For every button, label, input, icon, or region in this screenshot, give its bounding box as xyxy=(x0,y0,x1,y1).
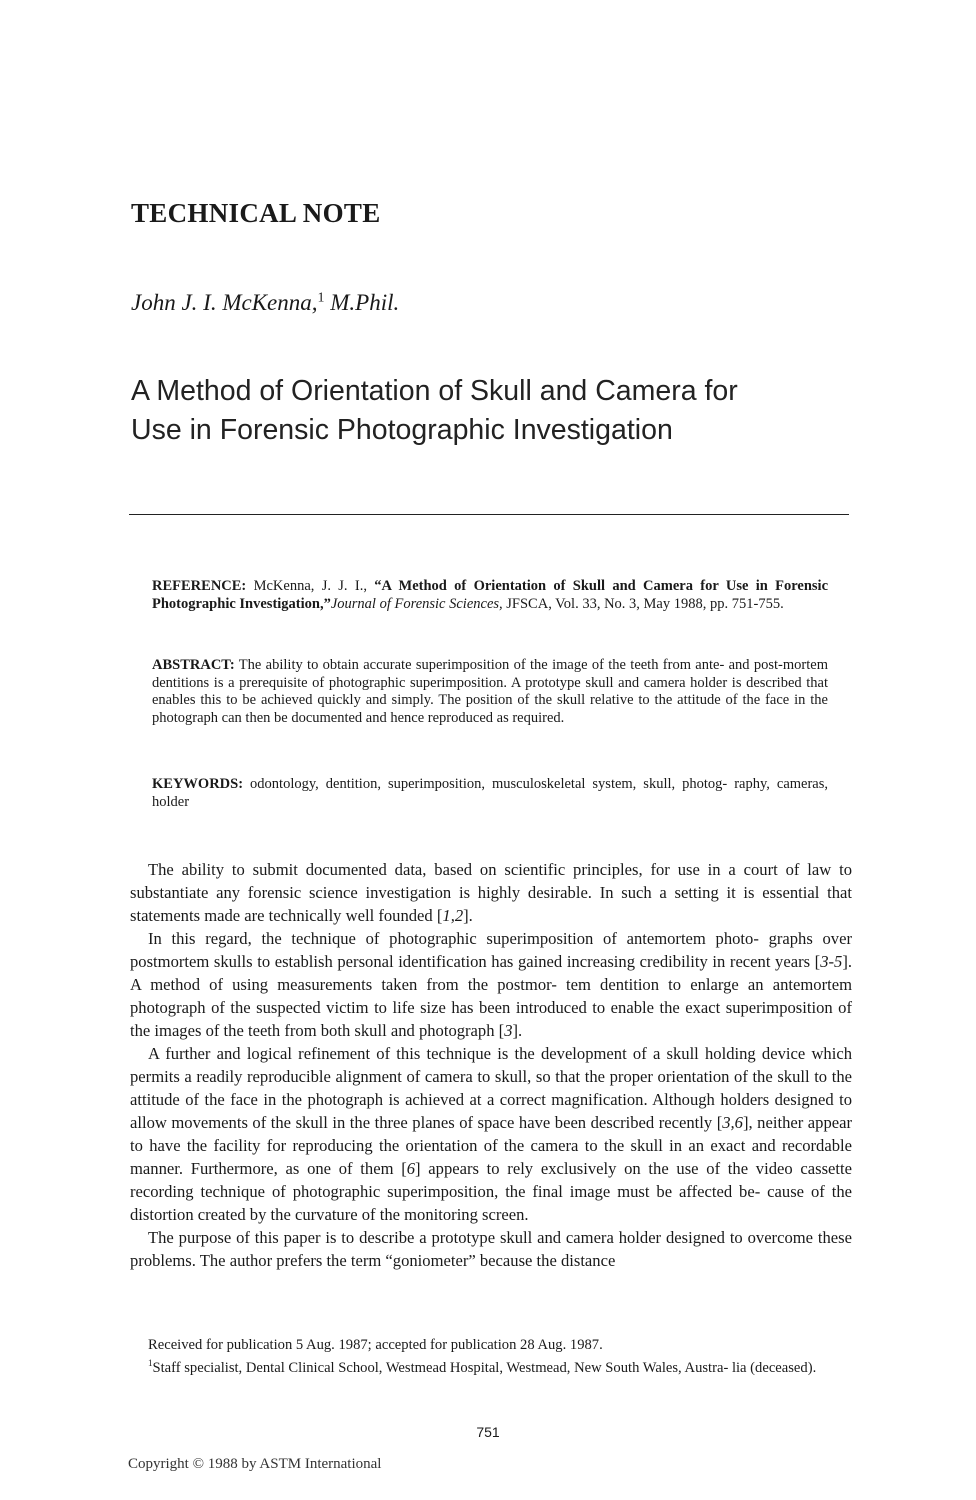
title-divider xyxy=(129,514,849,515)
abstract-text: The ability to obtain accurate superimposition of the image of the teeth from ante- and post-mortem dentitions is a prerequisite of photographic superimposition. A prototype skull and camera holder is described that enables this to be achieved quickly and simply. The position of the skull relative to the attitude of the face in the photograph can then be documented and hence reproduced as required. xyxy=(152,657,828,726)
keywords-label: KEYWORDS: xyxy=(152,776,244,792)
body-text xyxy=(130,858,852,1272)
reference-journal: Journal of Forensic Sciences, xyxy=(330,595,503,612)
author-line xyxy=(131,290,399,316)
paper-title xyxy=(131,372,871,450)
section-label: TECHNICAL NOTE xyxy=(131,198,381,228)
body-paragraph-3: A further and logical refinement of this technique is the development of a skull holding device which permits a readily reproducible alignment of camera to skull, so that the proper orientation of the skull to the attitude of the face in the photograph is achieved at a correct magnification. Although holders designed to allow movements of the skull in the three planes of space have been described recently [3,6], neither appear to have the facility for reproducing the orientation of the camera to the skull in an exact and recordable manner. Furthermore, as one of them [6] appears to rely exclusively on the use of the video cassette recording technique of photographic superimposition, the final image must be affected be- cause of the distortion created by the curvature of the monitoring screen. xyxy=(130,1044,852,1224)
footnotes xyxy=(130,1336,852,1377)
author-footnote-mark: 1 xyxy=(317,290,325,306)
reference-details: JFSCA, Vol. 33, No. 3, May 1988, pp. 751-755. xyxy=(506,595,784,612)
page-number: 751 xyxy=(476,1424,500,1440)
reference-authors: McKenna, J. J. I., xyxy=(253,578,367,594)
citation: 3-5 xyxy=(820,952,843,971)
body-paragraph-4: The purpose of this paper is to describe a prototype skull and camera holder designed to overcome these problems. The author prefers the term “goniometer” because the distance xyxy=(130,1228,852,1270)
citation: 6 xyxy=(406,1159,416,1178)
citation: 1,2 xyxy=(442,906,464,925)
body-paragraph-1: The ability to submit documented data, based on scientific principles, for use in a court of law to substantiate any forensic science investigation is highly desirable. In such a setting it is essential that statements made are technically well founded [1,2]. xyxy=(130,860,852,925)
citation: 3 xyxy=(504,1021,513,1040)
footnote-affiliation: $^1$Staff specialist, Dental Clinical School, Westmead Hospital, Westmead, New South Wales, Austra- lia (deceased). xyxy=(148,1358,817,1376)
body-paragraph-2: In this regard, the technique of photographic superimposition of antemortem photo- graphs over postmortem skulls to establish personal identification has gained increasing credibility in recent years [3-5]. A method of using measurements taken from the postmor- tem dentition to enlarge an antemortem photograph of the suspected victim to life size has been introduced to enable the exact superimposition of the images of the teeth from both skull and photograph [3]. xyxy=(130,929,852,1040)
copyright-notice: Copyright © 1988 by ASTM International xyxy=(128,1456,382,1472)
title-line-1: A Method of Orientation of Skull and Camera for xyxy=(131,375,738,407)
citation: 3,6 xyxy=(722,1113,743,1132)
title-line-2: Use in Forensic Photographic Investigation xyxy=(131,414,673,446)
abstract-label: ABSTRACT: xyxy=(152,657,235,673)
author-degree: M.Phil. xyxy=(330,290,400,315)
footnote-mark: 1 xyxy=(148,1358,153,1368)
footnote-received: Received for publication 5 Aug. 1987; accepted for publication 28 Aug. 1987. xyxy=(148,1337,603,1353)
abstract-block xyxy=(152,657,828,727)
author-name: John J. I. McKenna, xyxy=(131,290,318,315)
keywords-text: odontology, dentition, superimposition, musculoskeletal system, skull, photog- raphy, cameras, holder xyxy=(152,776,829,810)
keywords-block xyxy=(152,776,828,811)
reference-label: REFERENCE: xyxy=(152,578,247,594)
reference-block xyxy=(152,578,828,613)
reference-article-title: “A Method of Orientation of Skull and Camera for Use in Forensic Photographic Investigation,” xyxy=(152,578,829,612)
